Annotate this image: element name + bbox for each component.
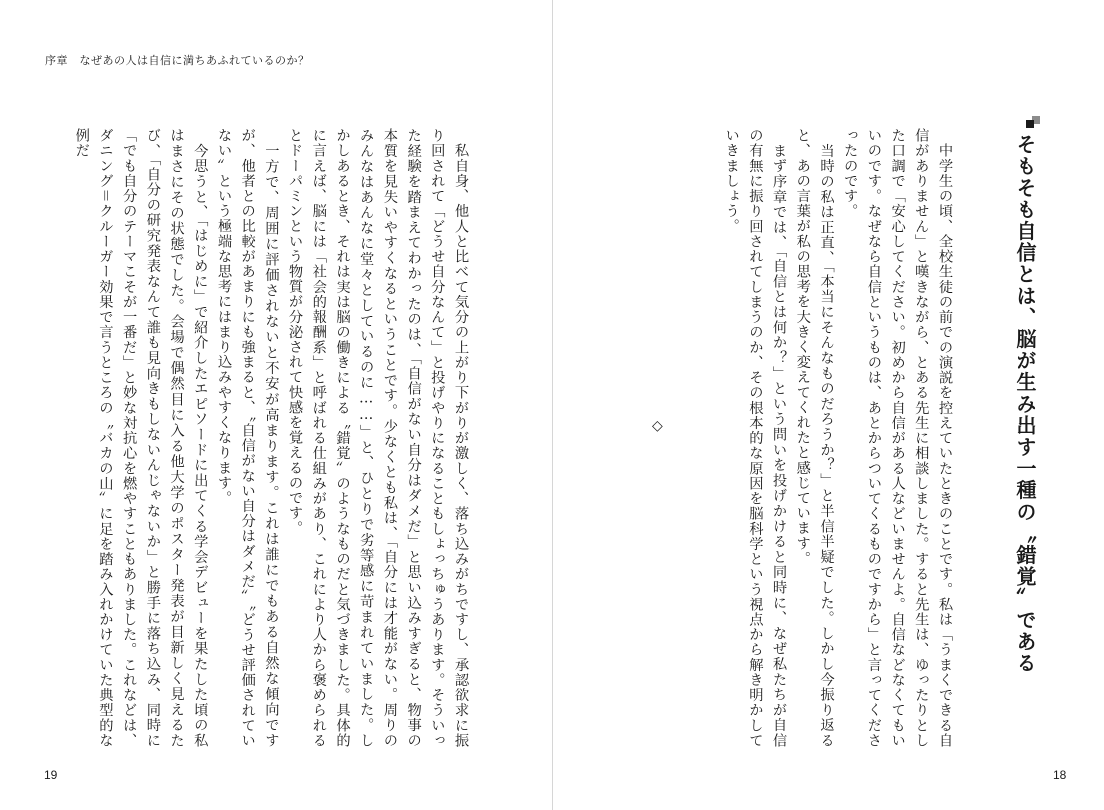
- paragraph: 今思うと、「はじめに」で紹介したエピソードに出てくる学会デビューを果たした頃の私はまさにその状態でした。会場で偶然目に入る他大学のポスター発表が目新しく見えるたび、「自分の研究発表なんて誰も見向きもしないんじゃないか」と勝手に落ち込み、同時に「でも自分のテーマこそが一番だ」と妙な対抗心を燃やすこともありました。これなどは、ダニング＝クルーガー効果で言うところの〝バカの山〟に足を踏み入れかけていた典型的な例だ: [73, 128, 209, 748]
- running-head: 序章 なぜあの人は自信に満ちあふれているのか？: [45, 54, 310, 67]
- section-heading: そもそも自信とは、脳が生み出す一種の〝錯覚〟である: [1013, 134, 1037, 674]
- right-body-text: [696, 128, 956, 748]
- page-number-left: 19: [44, 768, 58, 782]
- right-page: [553, 0, 1104, 810]
- paragraph: 私自身、他人と比べて気分の上がり下がりが激しく、落ち込みがちですし、承認欲求に振り回されて「どうせ自分なんて」と投げやりになることもしょっちゅうあります。そういった経験を踏まえてわかったのは、「自信がない自分はダメだ」と思い込みすぎると、物事の本質を見失いやすくなるということです。少なくとも私は、「自分には才能がない。周りのみんなはあんなに堂々としているのに……」と、ひとりで劣等感に苛まれていました。しかしあるとき、それは実は脳の働きによる〝錯覚〟のようなものだと気づきました。具体的に言えば、脳には「社会的報酬系」と呼ばれる仕組みがあり、これにより人から褒められるとドーパミンという物質が分泌されて快感を覚えるのです。: [287, 128, 469, 748]
- page-number-right: 18: [1053, 768, 1067, 782]
- section-separator-icon: ◇: [652, 418, 663, 434]
- paragraph: 中学生の頃、全校生徒の前での演説を控えていたときのことです。私は「うまくできる自信がありません」と嘆きながら、とある先生に相談しました。すると先生は、ゆったりとした口調で「安心してください。初めから自信がある人などいませんよ。自信などなくてもいいのです。なぜなら自信というものは、あとからついてくるものですから」と言ってくださったのです。: [842, 128, 953, 748]
- paragraph: 当時の私は正直、「本当にそんなものだろうか？」と半信半疑でした。しかし今振り返ると、あの言葉が私の思考を大きく変えてくれたと感じています。: [794, 128, 835, 748]
- paragraph: 一方で、周囲に評価されないと不安が高まります。これは誰にでもある自然な傾向ですが、他者との比較があまりにも強まると、〝自信がない自分はダメだ〟〝どうせ評価されていない〟という極端な思考にはまり込みやすくなります。: [215, 128, 280, 748]
- left-body-text: [57, 128, 472, 748]
- paragraph: まず序章では、「自信とは何か？」という問いを投げかけると同時に、なぜ私たちが自信の有無に振り回されてしまうのか、その根本的な原因を脳科学という視点から解き明かしていきましょう。: [723, 128, 788, 748]
- heading-marker-icon: [1026, 116, 1040, 130]
